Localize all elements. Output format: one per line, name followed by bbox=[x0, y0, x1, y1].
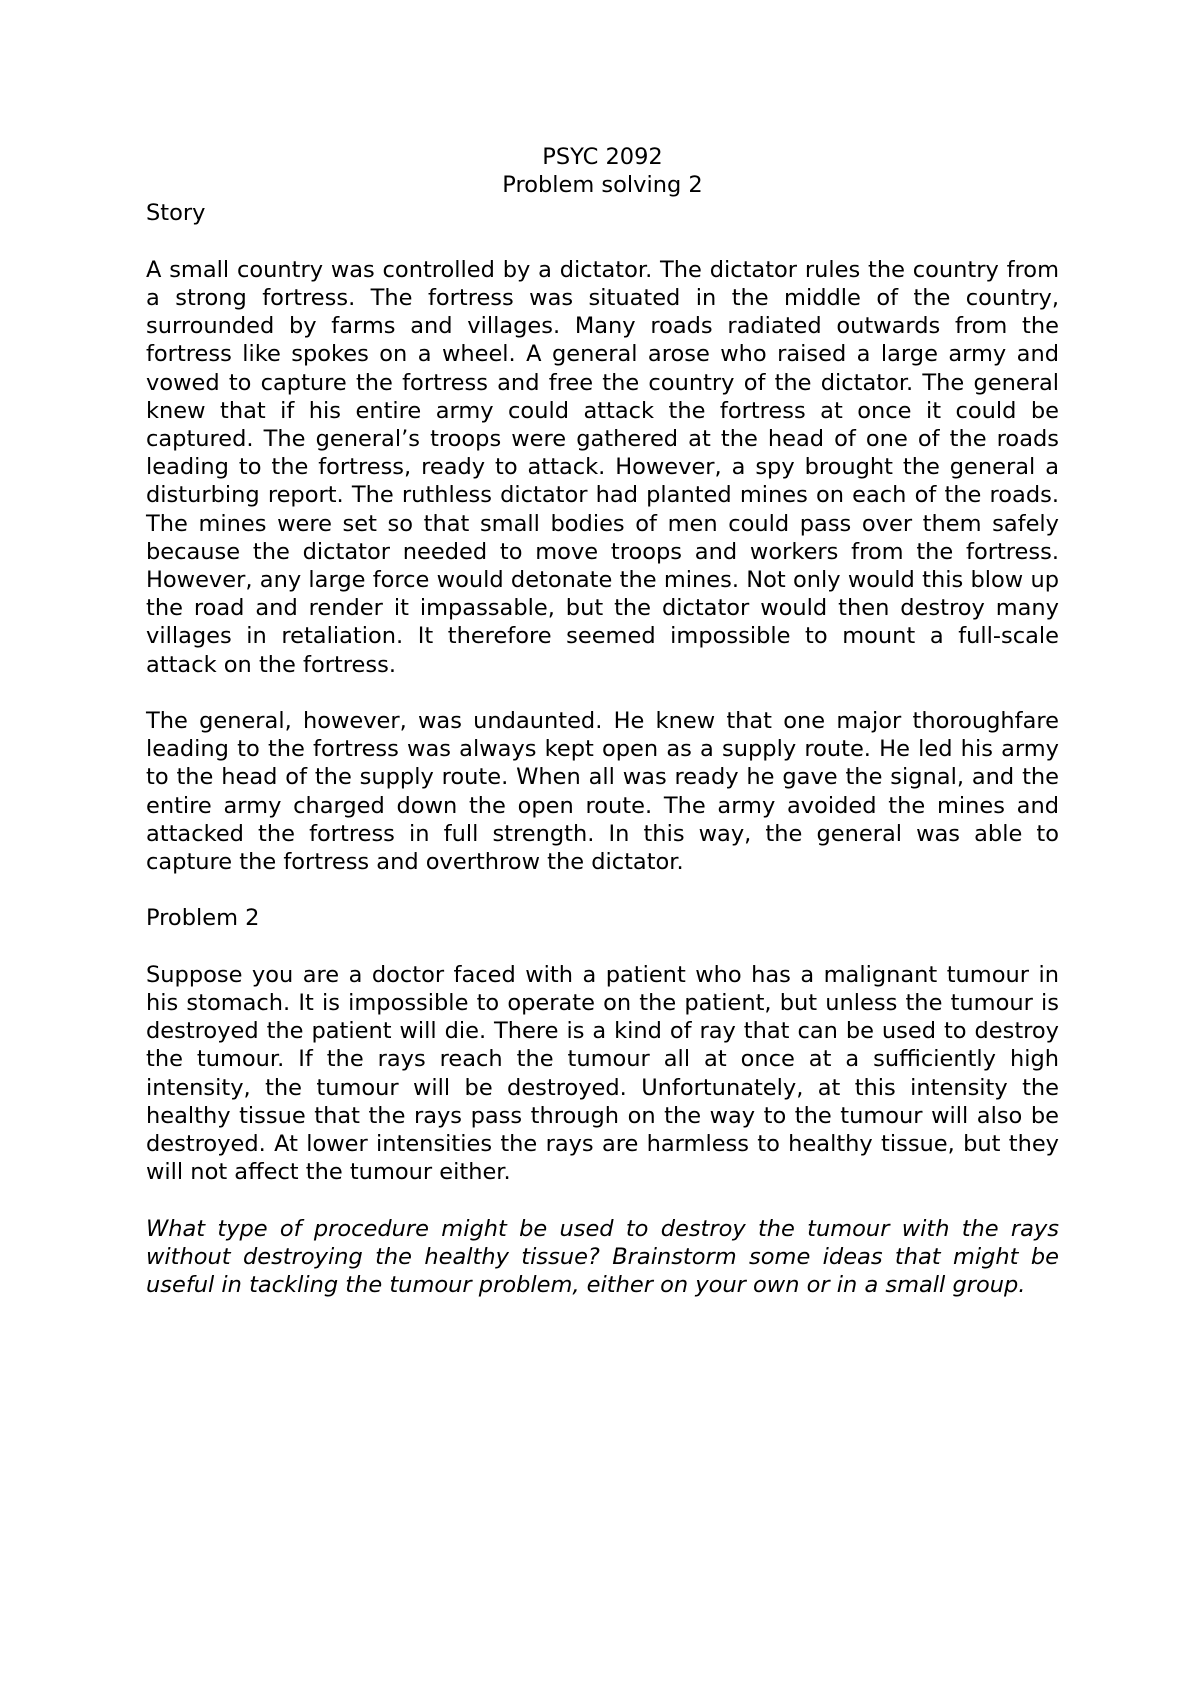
spacer bbox=[146, 933, 1059, 961]
problem-question: What type of procedure might be used to destroy the tumour with the rays without destroying the healthy tissue? Brainstorm some ideas that might be useful in tackling the tumour problem, either on your own or in a small group. bbox=[146, 1215, 1059, 1299]
spacer bbox=[146, 1186, 1059, 1214]
story-paragraph-1: A small country was controlled by a dictator. The dictator rules the country from a strong fortress. The fortress was situated in the middle of the country, surrounded by farms and villages. Many roads radiated outwards from the fortress like spokes on a wheel. A general arose who raised a large army and vowed to capture the fortress and free the country of the dictator. The general knew that if his entire army could attack the fortress at once it could be captured. The general’s troops were gathered at the head of one of the roads leading to the fortress, ready to attack. However, a spy brought the general a disturbing report. The ruthless dictator had planted mines on each of the roads. The mines were set so that small bodies of men could pass over them safely because the dictator needed to move troops and workers from the fortress. However, any large force would detonate the mines. Not only would this blow up the road and render it impassable, but the dictator would then destroy many villages in retaliation. It therefore seemed impossible to mount a full-scale attack on the fortress. bbox=[146, 256, 1059, 678]
spacer bbox=[146, 876, 1059, 904]
spacer bbox=[146, 679, 1059, 707]
story-paragraph-2: The general, however, was undaunted. He knew that one major thoroughfare leading to the fortress was always kept open as a supply route. He led his army to the head of the supply route. When all was ready he gave the signal, and the entire army charged down the open route. The army avoided the mines and attacked the fortress in full strength. In this way, the general was able to capture the fortress and overthrow the dictator. bbox=[146, 708, 1059, 876]
document-title: Problem solving 2 bbox=[502, 172, 703, 199]
story-heading: Story bbox=[146, 200, 206, 227]
document-page bbox=[146, 143, 1059, 1299]
spacer bbox=[146, 228, 1059, 256]
problem-heading: Problem 2 bbox=[146, 905, 260, 932]
course-code: PSYC 2092 bbox=[542, 144, 663, 170]
problem-paragraph: Suppose you are a doctor faced with a patient who has a malignant tumour in his stomach. It is impossible to operate on the patient, but unless the tumour is destroyed the patient will die. There is a kind of ray that can be used to destroy the tumour. If the rays reach the tumour all at once at a sufficiently high intensity, the tumour will be destroyed. Unfortunately, at this intensity the healthy tissue that the rays pass through on the way to the tumour will also be destroyed. At lower intensities the rays are harmless to healthy tissue, but they will not affect the tumour either. bbox=[146, 961, 1059, 1186]
